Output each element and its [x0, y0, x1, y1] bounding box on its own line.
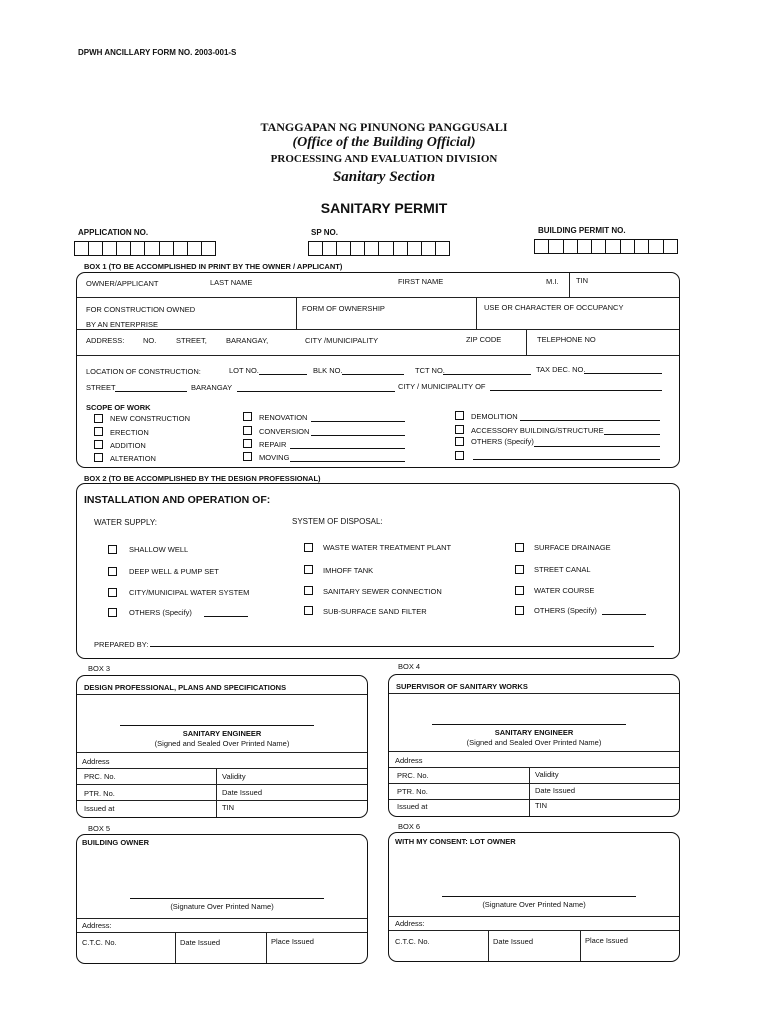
renovation-input[interactable]	[311, 421, 405, 422]
checkbox-sanitary-sewer[interactable]	[304, 586, 313, 595]
street-canal-label: STREET CANAL	[534, 565, 591, 574]
conversion-input[interactable]	[311, 435, 405, 436]
demolition-label: DEMOLITION	[471, 412, 518, 421]
checkbox-conversion[interactable]	[243, 426, 252, 435]
header-line-4: Sanitary Section	[332, 169, 436, 185]
box5-signature-line[interactable]	[130, 898, 324, 899]
checkbox-surface-drainage[interactable]	[515, 543, 524, 552]
erection-label: ERECTION	[110, 428, 149, 437]
box3-ptr-label: PTR. No.	[84, 789, 115, 798]
box5-place-issued-label: Place Issued	[271, 937, 314, 946]
box1-heading: BOX 1 (TO BE ACCOMPLISHED IN PRINT BY THE OWNER / APPLICANT)	[84, 262, 343, 271]
box3-validity-label: Validity	[222, 772, 246, 781]
box5-ctc-label: C.T.C. No.	[82, 938, 117, 947]
first-name-label: FIRST NAME	[398, 277, 444, 286]
checkbox-others-scope[interactable]	[455, 437, 464, 446]
repair-input[interactable]	[290, 448, 405, 449]
box3-tin-label: TIN	[222, 803, 235, 812]
box4-validity-label: Validity	[535, 770, 559, 779]
checkbox-others-drainage[interactable]	[515, 606, 524, 615]
box6-panel	[388, 832, 680, 962]
checkbox-erection[interactable]	[94, 427, 103, 436]
checkbox-others-blank[interactable]	[455, 451, 464, 460]
prepared-by-input[interactable]	[150, 646, 654, 647]
demolition-input[interactable]	[520, 420, 660, 421]
box5-label: BOX 5	[88, 824, 111, 833]
barangay-label: BARANGAY,	[226, 336, 269, 345]
box3-address-label: Address	[82, 757, 110, 766]
street2-input[interactable]	[115, 391, 187, 392]
alteration-label: ALTERATION	[110, 454, 156, 463]
box3-issued-at-label: Issued at	[84, 804, 115, 813]
location-label: LOCATION OF CONSTRUCTION:	[86, 367, 201, 376]
street2-label: STREET	[86, 383, 116, 392]
checkbox-shallow-well[interactable]	[108, 545, 117, 554]
checkbox-others-water[interactable]	[108, 608, 117, 617]
surface-drainage-label: SURFACE DRAINAGE	[534, 543, 611, 552]
last-name-label: LAST NAME	[210, 278, 253, 287]
box5-address-label: Address:	[82, 921, 112, 930]
box4-issued-at-label: Issued at	[397, 802, 428, 811]
lot-no-label: LOT NO.	[229, 366, 259, 375]
scope-of-work-label: SCOPE OF WORK	[86, 403, 151, 412]
checkbox-city-water[interactable]	[108, 588, 117, 597]
box6-address-label: Address:	[395, 919, 425, 928]
street-label: STREET,	[176, 336, 207, 345]
others-water-input[interactable]	[204, 616, 248, 617]
repair-label: REPAIR	[259, 440, 287, 449]
building-permit-no-input[interactable]	[534, 239, 678, 254]
box3-label: BOX 3	[88, 664, 111, 673]
others-drainage-label: OTHERS (Specify)	[534, 606, 597, 615]
box5-date-issued-label: Date Issued	[180, 938, 221, 947]
tct-no-label: TCT NO.	[415, 366, 445, 375]
prepared-by-label: PREPARED BY:	[94, 640, 149, 649]
checkbox-addition[interactable]	[94, 440, 103, 449]
box5-signature-note: (Signature Over Printed Name)	[170, 902, 274, 911]
renovation-label: RENOVATION	[259, 413, 308, 422]
page-title: SANITARY PERMIT	[320, 200, 448, 216]
mi-label: M.I.	[546, 277, 559, 286]
form-number: DPWH ANCILLARY FORM NO. 2003-001-S	[78, 48, 237, 57]
box4-address-label: Address	[395, 756, 423, 765]
box6-title: WITH MY CONSENT: LOT OWNER	[395, 837, 516, 846]
no-label: NO.	[143, 336, 157, 345]
box4-signature-line[interactable]	[432, 724, 626, 725]
others-water-label: OTHERS (Specify)	[129, 608, 192, 617]
box4-prc-label: PRC. No.	[397, 771, 429, 780]
box4-title: SUPERVISOR OF SANITARY WORKS	[396, 682, 528, 691]
for-construction-label: FOR CONSTRUCTION OWNED	[86, 305, 196, 314]
box3-signature-line[interactable]	[120, 725, 314, 726]
system-of-disposal-label: SYSTEM OF DISPOSAL:	[292, 517, 383, 526]
zip-code-label: ZIP CODE	[466, 335, 502, 344]
water-course-label: WATER COURSE	[534, 586, 595, 595]
header-line-1: TANGGAPAN NG PINUNONG PANGGUSALI	[260, 120, 508, 134]
barangay2-label: BARANGAY	[191, 383, 233, 392]
checkbox-deep-well[interactable]	[108, 567, 117, 576]
checkbox-imhoff-tank[interactable]	[304, 565, 313, 574]
blk-no-input[interactable]	[342, 374, 404, 375]
lot-no-input[interactable]	[259, 374, 307, 375]
others-scope-label: OTHERS (Specify)	[471, 437, 534, 446]
checkbox-repair[interactable]	[243, 439, 252, 448]
form-of-ownership-label: FORM OF OWNERSHIP	[302, 304, 385, 313]
water-supply-label: WATER SUPPLY:	[94, 518, 157, 527]
moving-label: MOVING	[259, 453, 290, 462]
city-municipality-of-input[interactable]	[490, 390, 662, 391]
box3-engineer: SANITARY ENGINEER	[182, 729, 262, 738]
accessory-building-label: ACCESSORY BUILDING/STRUCTURE	[471, 426, 604, 435]
box6-ctc-label: C.T.C. No.	[395, 937, 430, 946]
deep-well-label: DEEP WELL & PUMP SET	[129, 567, 219, 576]
box2-heading: BOX 2 (TO BE ACCOMPLISHED BY THE DESIGN PROFESSIONAL)	[84, 474, 321, 483]
others-blank-input[interactable]	[473, 459, 660, 460]
box6-place-issued-label: Place Issued	[585, 936, 628, 945]
telephone-no-label: TELEPHONE NO	[537, 335, 596, 344]
others-drainage-input[interactable]	[602, 614, 646, 615]
others-scope-input[interactable]	[534, 446, 660, 447]
box4-signed-note: (Signed and Sealed Over Printed Name)	[466, 738, 602, 747]
checkbox-renovation[interactable]	[243, 412, 252, 421]
box6-label: BOX 6	[398, 822, 421, 831]
tax-dec-no-input[interactable]	[584, 373, 662, 374]
imhoff-tank-label: IMHOFF TANK	[323, 566, 374, 575]
tax-dec-no-label: TAX DEC. NO.	[536, 365, 586, 374]
accessory-building-input[interactable]	[604, 434, 660, 435]
blk-no-label: BLK NO.	[313, 366, 343, 375]
box3-signed-note: (Signed and Sealed Over Printed Name)	[154, 739, 290, 748]
box4-label: BOX 4	[398, 662, 421, 671]
city-water-label: CITY/MUNICIPAL WATER SYSTEM	[129, 588, 250, 597]
waste-water-plant-label: WASTE WATER TREATMENT PLANT	[323, 543, 452, 552]
checkbox-waste-water-plant[interactable]	[304, 543, 313, 552]
city-municipality-of-label: CITY / MUNICIPALITY OF	[398, 382, 486, 391]
owner-applicant-label: OWNER/APPLICANT	[86, 279, 159, 288]
box3-date-issued-label: Date Issued	[222, 788, 263, 797]
tin-label: TIN	[576, 276, 589, 285]
checkbox-alteration[interactable]	[94, 453, 103, 462]
checkbox-accessory-building[interactable]	[455, 425, 464, 434]
conversion-label: CONVERSION	[259, 427, 310, 436]
checkbox-street-canal[interactable]	[515, 565, 524, 574]
box6-date-issued-label: Date Issued	[493, 937, 534, 946]
checkbox-sand-filter[interactable]	[304, 606, 313, 615]
sanitary-sewer-label: SANITARY SEWER CONNECTION	[323, 587, 442, 596]
barangay2-input[interactable]	[237, 391, 395, 392]
box6-signature-note: (Signature Over Printed Name)	[482, 900, 586, 909]
sand-filter-label: SUB-SURFACE SAND FILTER	[323, 607, 427, 616]
installation-title: INSTALLATION AND OPERATION OF:	[84, 494, 271, 506]
box4-engineer: SANITARY ENGINEER	[494, 728, 574, 737]
moving-input[interactable]	[290, 461, 405, 462]
shallow-well-label: SHALLOW WELL	[129, 545, 189, 554]
box6-signature-line[interactable]	[442, 896, 636, 897]
use-or-character-label: USE OR CHARACTER OF OCCUPANCY	[484, 303, 624, 312]
header-line-2: (Office of the Building Official)	[292, 135, 476, 150]
box5-panel	[76, 834, 368, 964]
box4-date-issued-label: Date Issued	[535, 786, 576, 795]
box5-title: BUILDING OWNER	[82, 838, 150, 847]
checkbox-water-course[interactable]	[515, 586, 524, 595]
new-construction-label: NEW CONSTRUCTION	[110, 414, 190, 423]
header-line-3: PROCESSING AND EVALUATION DIVISION	[270, 153, 498, 165]
sp-no-input[interactable]	[308, 241, 450, 256]
box3-title: DESIGN PROFESSIONAL, PLANS AND SPECIFICATIONS	[84, 683, 287, 692]
box4-ptr-label: PTR. No.	[397, 787, 428, 796]
checkbox-demolition[interactable]	[455, 411, 464, 420]
checkbox-new-construction[interactable]	[94, 414, 103, 423]
sp-no-label: SP NO.	[311, 228, 338, 237]
box3-prc-label: PRC. No.	[84, 772, 116, 781]
addition-label: ADDITION	[110, 441, 146, 450]
city-municipality-label: CITY /MUNICIPALITY	[305, 336, 379, 345]
building-permit-no-label: BUILDING PERMIT NO.	[538, 226, 626, 235]
box4-tin-label: TIN	[535, 801, 548, 810]
by-enterprise-label: BY AN ENTERPRISE	[86, 320, 158, 329]
checkbox-moving[interactable]	[243, 452, 252, 461]
address-label: ADDRESS:	[86, 336, 125, 345]
application-no-label: APPLICATION NO.	[78, 228, 149, 237]
tct-no-input[interactable]	[443, 374, 531, 375]
application-no-input[interactable]	[74, 241, 216, 256]
